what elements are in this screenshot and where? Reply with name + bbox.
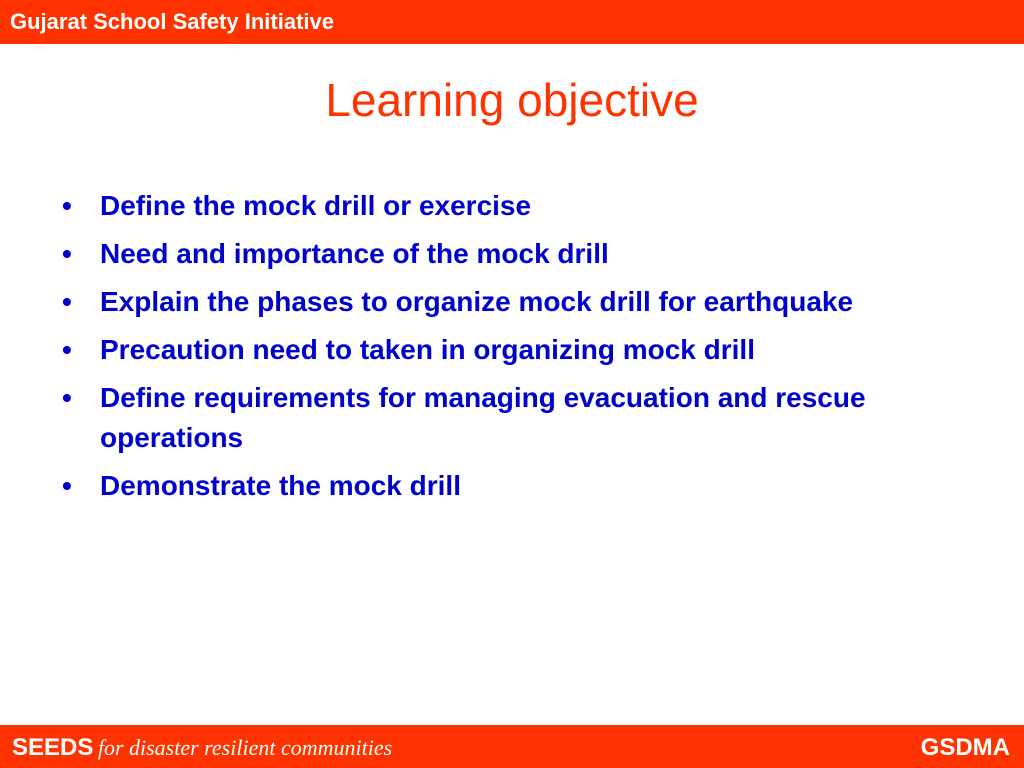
bullet-icon: • bbox=[62, 238, 72, 269]
footer-bar bbox=[0, 725, 1024, 768]
objective-text: Define the mock drill or exercise bbox=[100, 190, 532, 221]
objective-item bbox=[62, 378, 962, 458]
objective-item bbox=[62, 186, 962, 226]
objective-text: Define requirements for managing evacuation and rescue operations bbox=[100, 382, 866, 453]
objective-list bbox=[62, 186, 962, 514]
objective-item bbox=[62, 330, 962, 370]
header-title: Gujarat School Safety Initiative bbox=[10, 9, 334, 34]
footer-tagline: for disaster resilient communities bbox=[97, 735, 393, 760]
bullet-icon: • bbox=[62, 190, 72, 221]
objective-text: Precaution need to taken in organizing mock drill bbox=[100, 334, 755, 365]
footer-brand: SEEDS bbox=[12, 734, 94, 761]
header-bar bbox=[0, 0, 1024, 44]
slide-title: Learning objective bbox=[325, 74, 699, 126]
footer-left bbox=[12, 733, 392, 766]
objective-item bbox=[62, 282, 962, 322]
objective-text: Demonstrate the mock drill bbox=[100, 470, 461, 501]
bullet-icon: • bbox=[62, 470, 72, 501]
bullet-icon: • bbox=[62, 382, 72, 413]
footer-org: GSDMA bbox=[920, 734, 1010, 761]
bullet-icon: • bbox=[62, 334, 72, 365]
objective-item bbox=[62, 234, 962, 274]
objective-text: Need and importance of the mock drill bbox=[100, 238, 609, 269]
objective-text: Explain the phases to organize mock drill for earthquake bbox=[100, 286, 854, 317]
objective-item bbox=[62, 466, 962, 506]
bullet-icon: • bbox=[62, 286, 72, 317]
